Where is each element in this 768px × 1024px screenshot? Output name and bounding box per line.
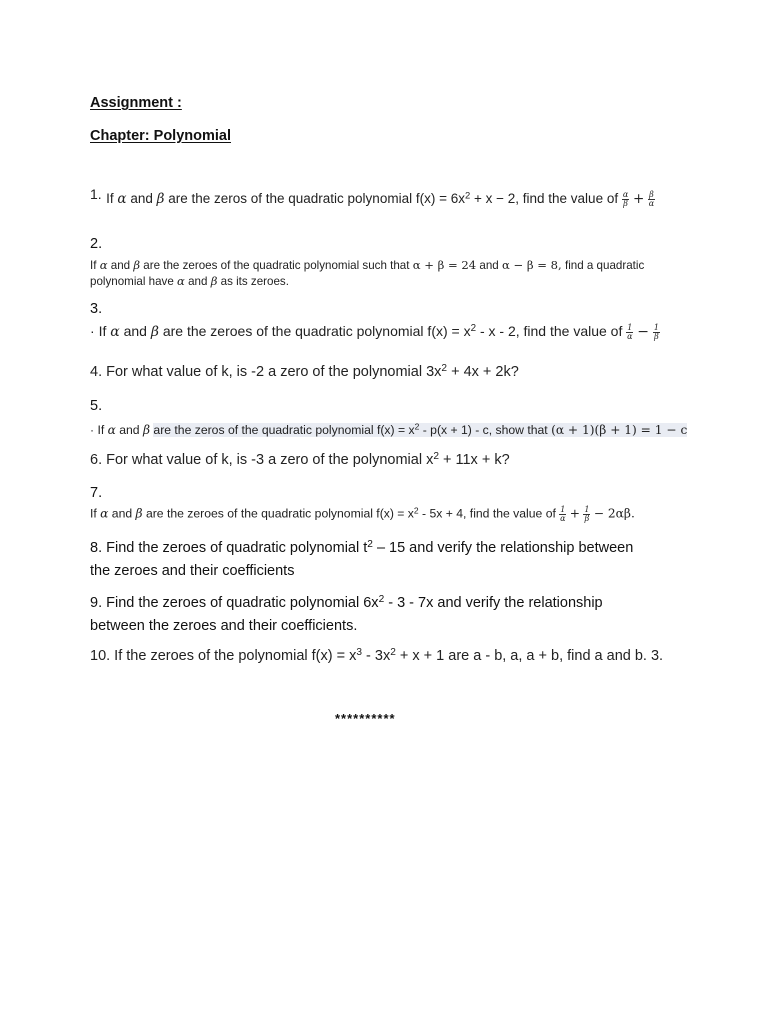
question-6: 6. For what value of k, is -3 a zero of the polynomial $x^2 + 11x + k$? xyxy=(90,450,510,468)
question-4: 4. For what value of k, is -2 a zero of the polynomial $3x^2 + 4x + 2k$? xyxy=(90,362,519,380)
question-8: 8. Find the zeroes of quadratic polynomial $t^2 - 15$ and verify the relationship between the zeroes and their coefficients xyxy=(90,538,634,579)
question-2-line-1: If α and β are the zeroes of the quadratic polynomial such that α + β = 24 and α − β = 8, find a quadratic xyxy=(90,258,645,272)
question-1: 1. If α and β are the zeros of the quadratic polynomial $f(x) = 6x^2 + x - 2$, find the value of $\frac{\alpha}{\beta}$ + $\frac{\beta}{\alpha}$ xyxy=(90,186,655,208)
assignment-title: Assignment : xyxy=(90,95,182,111)
question-2-number: 2. xyxy=(90,236,103,252)
fraction-one-over-beta: $\frac{1}{\beta}$ xyxy=(653,322,659,341)
fraction-one-over-beta: $\frac{1}{\beta}$ xyxy=(584,505,590,523)
question-5: · If α and β are the zeros of the quadratic polynomial $f(x) = x^2 - p(x + 1) - c$, show that (α + 1)(β + 1) = 1 − c xyxy=(90,421,688,437)
fraction-beta-over-alpha: $\frac{\beta}{\alpha}$ xyxy=(648,189,655,208)
question-3-number: 3. xyxy=(90,301,103,317)
question-7-number: 7. xyxy=(90,485,103,501)
question-7: If α and β are the zeroes of the quadratic polynomial $f(x) = x^2 - 5x + 4$, find the value of $\frac{1}{\alpha}$ + $\frac{1}{\beta}$ − 2αβ. xyxy=(90,505,635,523)
question-3: · If α and β are the zeroes of the quadratic polynomial $f(x) = x^2 - x - 2$, find the value of $\frac{1}{\alpha}$ − $\frac{1}{\beta}$ xyxy=(90,322,659,341)
fraction-alpha-over-beta: $\frac{\alpha}{\beta}$ xyxy=(622,189,629,208)
chapter-title: Chapter: Polynomial xyxy=(90,128,231,144)
fraction-one-over-alpha: $\frac{1}{\alpha}$ xyxy=(560,505,566,523)
end-marker: ********** xyxy=(335,711,396,726)
question-10: 10. If the zeroes of the polynomial $f(x) = x^3 - 3x^2 + x + 1$ are a - b, a, a + b, find a and b. 3. xyxy=(90,646,664,664)
question-9: 9. Find the zeroes of quadratic polynomial $6x^2 - 3 - 7x$ and verify the relationship between the zeroes and their coefficients. xyxy=(90,593,603,634)
question-2-line-2: polynomial have α and β as its zeroes. xyxy=(90,274,289,288)
fraction-one-over-alpha: $\frac{1}{\alpha}$ xyxy=(627,322,633,341)
question-5-number: 5. xyxy=(90,398,103,414)
